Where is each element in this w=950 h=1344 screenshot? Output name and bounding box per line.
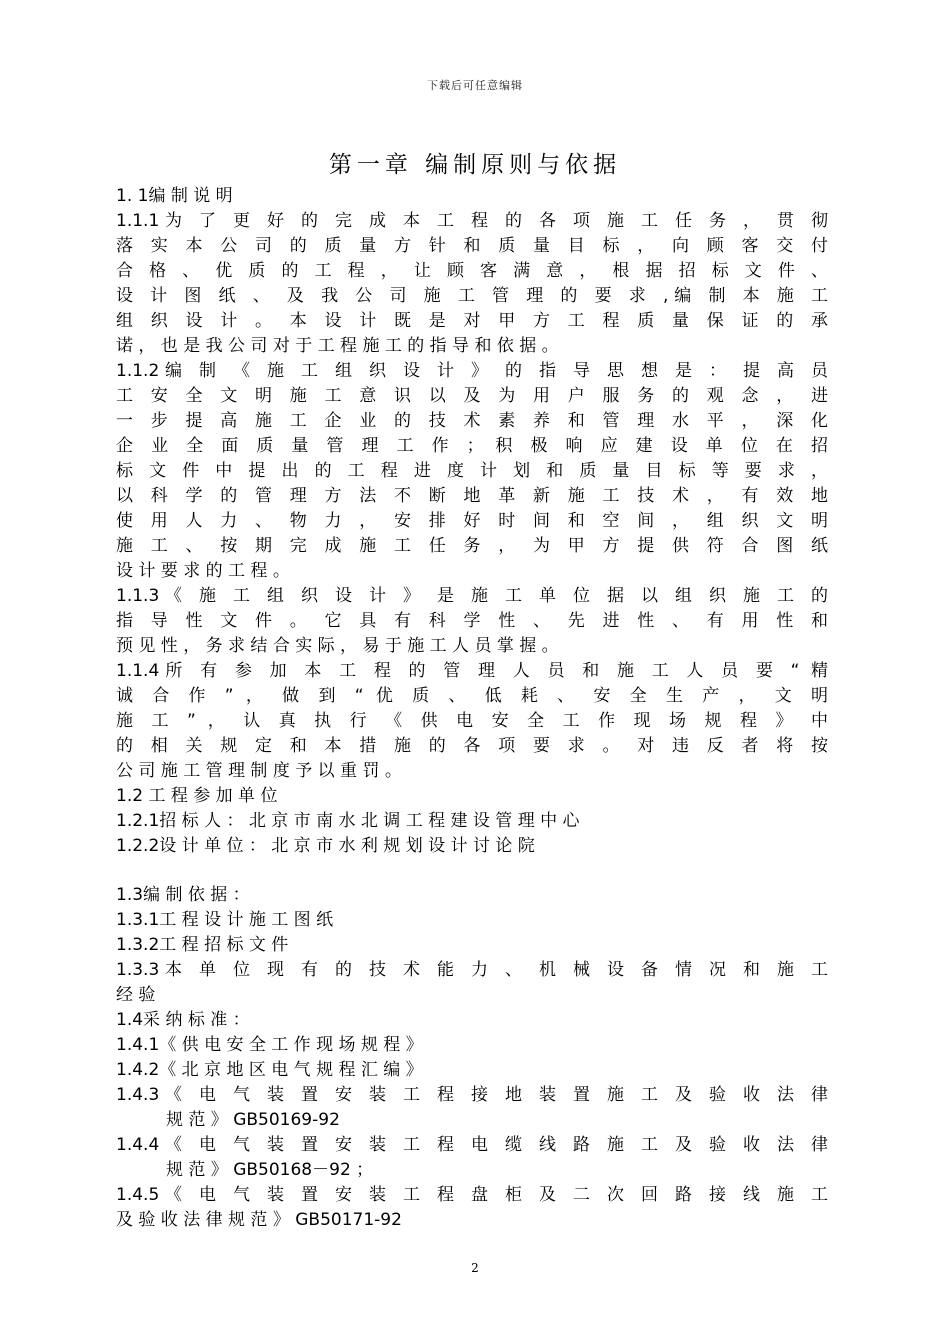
text-line: 合 格 、 优 质 的 工 程 ， 让 顾 客 满 意 ， 根 据 招 标 文 件 、 <box>116 261 828 281</box>
text-line: 标 文 件 中 提 出 的 工 程 进 度 计 划 和 质 量 目 标 等 要 求 ， <box>116 461 828 481</box>
chapter-title: 第一章 编制原则与依据 <box>328 152 622 178</box>
text-line: 一 步 提 高 施 工 企 业 的 技 术 素 养 和 管 理 水 平 ， 深 化 <box>116 411 828 431</box>
text-line: 经 验 <box>116 985 156 1005</box>
body-text <box>116 184 836 1233</box>
text-line: 1.3编 制 依 据 ： <box>116 885 250 905</box>
text-line: 1.1.4所 有 参 加 本 工 程 的 管 理 人 员 和 施 工 人 员 要 “ 精 <box>116 661 828 681</box>
text-line: 1.2 工 程 参 加 单 位 <box>116 786 278 806</box>
text-line: 1.4.4《 电 气 装 置 安 装 工 程 电 缆 线 路 施 工 及 验 收 法 律 <box>116 1135 828 1155</box>
text-line: 1.3.1工 程 设 计 施 工 图 纸 <box>116 910 334 930</box>
text-line: 诚 合 作 ” ， 做 到 “ 优 质 、 低 耗 、 安 全 生 产 ， 文 明 <box>116 686 828 706</box>
text-line: 1.1.2编 制 《 施 工 组 织 设 计 》 的 指 导 思 想 是 ： 提 高 员 <box>116 361 828 381</box>
text-line: 组 织 设 计 。 本 设 计 既 是 对 甲 方 工 程 质 量 保 证 的 承 <box>116 311 828 331</box>
text-line: 1. 1编 制 说 明 <box>116 186 233 206</box>
text-line: 企 业 全 面 质 量 管 理 工 作 ； 积 极 响 应 建 设 单 位 在 招 <box>116 436 828 456</box>
text-line: 1.3.3本 单 位 现 有 的 技 术 能 力 、 机 械 设 备 情 况 和 施 工 <box>116 960 828 980</box>
text-line: 1.4.5《 电 气 装 置 安 装 工 程 盘 柜 及 二 次 回 路 接 线 施 工 <box>116 1185 828 1205</box>
text-line: 施 工 、 按 期 完 成 施 工 任 务 ， 为 甲 方 提 供 符 合 图 纸 <box>116 536 828 556</box>
text-line: 1.1.1为 了 更 好 的 完 成 本 工 程 的 各 项 施 工 任 务 ， 贯 彻 <box>116 211 828 231</box>
text-line: 预 见 性 ， 务 求 结 合 实 际 ， 易 于 施 工 人 员 掌 握 。 <box>116 636 559 656</box>
text-line: 1.4.1《 供 电 安 全 工 作 现 场 规 程 》 <box>116 1035 423 1055</box>
text-line: 施 工 ” ， 认 真 执 行 《 供 电 安 全 工 作 现 场 规 程 》 中 <box>116 711 828 731</box>
page-header: 下载后可任意编辑 <box>427 79 523 92</box>
text-line: 的 相 关 规 定 和 本 措 施 的 各 项 要 求 。 对 违 反 者 将 按 <box>116 736 828 756</box>
text-line: 指 导 性 文 件 。 它 具 有 科 学 性 、 先 进 性 、 有 用 性 和 <box>116 611 828 631</box>
text-line: 诺 ， 也 是 我 公 司 对 于 工 程 施 工 的 指 导 和 依 据 。 <box>116 336 559 356</box>
text-line: 及 验 收 法 律 规 范 》 GB50171-92 <box>116 1210 402 1230</box>
text-line: 1.1.3《 施 工 组 织 设 计 》 是 施 工 单 位 据 以 组 织 施 工 的 <box>116 586 828 606</box>
text-line: 工 安 全 文 明 施 工 意 识 以 及 为 用 户 服 务 的 观 念 ， 进 <box>116 386 828 406</box>
text-line: 设 计 图 纸 、 及 我 公 司 施 工 管 理 的 要 求 ,编 制 本 施 工 <box>116 286 828 306</box>
blank-line <box>116 859 836 883</box>
text-line: 1.4.2《 北 京 地 区 电 气 规 程 汇 编 》 <box>116 1060 423 1080</box>
text-line: 1.4采 纳 标 准 ： <box>116 1010 250 1030</box>
text-line: 落 实 本 公 司 的 质 量 方 针 和 质 量 目 标 ， 向 顾 客 交 付 <box>116 236 828 256</box>
text-line: 设 计 要 求 的 工 程 。 <box>116 561 290 581</box>
text-line: 公 司 施 工 管 理 制 度 予 以 重 罚 。 <box>116 761 402 781</box>
text-line: 规 范 》 GB50169-92 <box>166 1110 340 1130</box>
text-line: 1.2.2设 计 单 位 ： 北 京 市 水 利 规 划 设 计 讨 论 院 <box>116 836 535 856</box>
text-line: 使 用 人 力 、 物 力 ， 安 排 好 时 间 和 空 间 ， 组 织 文 明 <box>116 511 828 531</box>
text-line: 规 范 》 GB50168－92 ； <box>166 1160 374 1180</box>
page-number: 2 <box>471 1261 479 1275</box>
text-line: 1.2.1招 标 人 ： 北 京 市 南 水 北 调 工 程 建 设 管 理 中 心 <box>116 811 580 831</box>
text-line: 1.3.2工 程 招 标 文 件 <box>116 935 289 955</box>
text-line: 1.4.3《 电 气 装 置 安 装 工 程 接 地 装 置 施 工 及 验 收 法 律 <box>116 1085 828 1105</box>
text-line: 以 科 学 的 管 理 方 法 不 断 地 革 新 施 工 技 术 ， 有 效 地 <box>116 486 828 506</box>
